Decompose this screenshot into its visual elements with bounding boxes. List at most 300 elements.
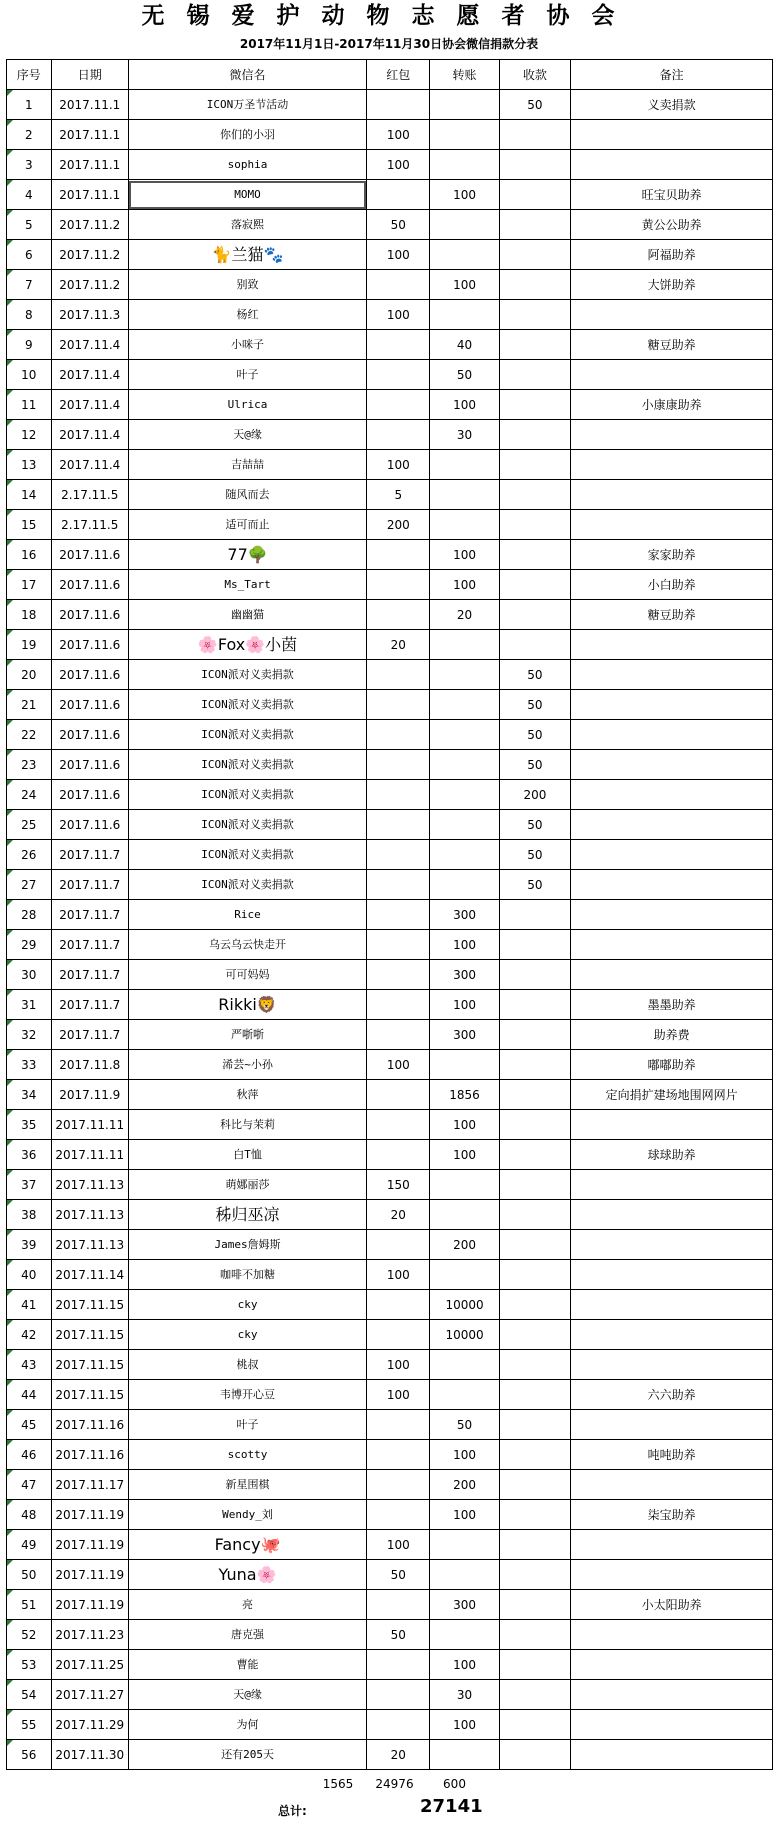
cell-transfer[interactable]: 100 bbox=[430, 990, 499, 1020]
cell-remark[interactable] bbox=[571, 720, 773, 750]
cell-date[interactable]: 2.17.11.5 bbox=[51, 480, 128, 510]
cell-received[interactable] bbox=[499, 1380, 571, 1410]
cell-date[interactable]: 2017.11.7 bbox=[51, 900, 128, 930]
cell-date[interactable]: 2017.11.7 bbox=[51, 870, 128, 900]
cell-red-packet[interactable] bbox=[367, 90, 430, 120]
col-header-received[interactable]: 收款 bbox=[499, 60, 571, 90]
cell-seq[interactable]: 36 bbox=[7, 1140, 52, 1170]
cell-transfer[interactable] bbox=[430, 450, 499, 480]
grand-total-value[interactable]: 27141 bbox=[420, 1796, 483, 1817]
cell-wechat-name[interactable]: 曹能 bbox=[128, 1650, 366, 1680]
cell-received[interactable] bbox=[499, 1590, 571, 1620]
cell-remark[interactable] bbox=[571, 1260, 773, 1290]
cell-received[interactable] bbox=[499, 1650, 571, 1680]
cell-wechat-name[interactable]: 唐克强 bbox=[128, 1620, 366, 1650]
cell-remark[interactable]: 吨吨助养 bbox=[571, 1440, 773, 1470]
cell-seq[interactable]: 39 bbox=[7, 1230, 52, 1260]
cell-transfer[interactable]: 1856 bbox=[430, 1080, 499, 1110]
cell-transfer[interactable] bbox=[430, 720, 499, 750]
cell-seq[interactable]: 34 bbox=[7, 1080, 52, 1110]
cell-date[interactable]: 2017.11.6 bbox=[51, 690, 128, 720]
cell-remark[interactable] bbox=[571, 1530, 773, 1560]
cell-received[interactable]: 50 bbox=[499, 840, 571, 870]
cell-transfer[interactable]: 10000 bbox=[430, 1290, 499, 1320]
cell-date[interactable]: 2017.11.3 bbox=[51, 300, 128, 330]
cell-wechat-name[interactable]: 幽幽猫 bbox=[128, 600, 366, 630]
cell-date[interactable]: 2017.11.1 bbox=[51, 90, 128, 120]
cell-date[interactable]: 2017.11.7 bbox=[51, 930, 128, 960]
cell-transfer[interactable]: 100 bbox=[430, 1440, 499, 1470]
cell-remark[interactable] bbox=[571, 300, 773, 330]
cell-transfer[interactable] bbox=[430, 1740, 499, 1770]
cell-date[interactable]: 2017.11.30 bbox=[51, 1740, 128, 1770]
cell-seq[interactable]: 53 bbox=[7, 1650, 52, 1680]
cell-received[interactable] bbox=[499, 1140, 571, 1170]
cell-red-packet[interactable]: 100 bbox=[367, 240, 430, 270]
cell-seq[interactable]: 27 bbox=[7, 870, 52, 900]
cell-received[interactable] bbox=[499, 930, 571, 960]
cell-date[interactable]: 2017.11.16 bbox=[51, 1440, 128, 1470]
cell-date[interactable]: 2017.11.7 bbox=[51, 990, 128, 1020]
cell-red-packet[interactable] bbox=[367, 720, 430, 750]
cell-remark[interactable] bbox=[571, 1290, 773, 1320]
cell-date[interactable]: 2017.11.11 bbox=[51, 1140, 128, 1170]
cell-remark[interactable]: 墨墨助养 bbox=[571, 990, 773, 1020]
col-header-date[interactable]: 日期 bbox=[51, 60, 128, 90]
cell-transfer[interactable] bbox=[430, 780, 499, 810]
cell-transfer[interactable] bbox=[430, 1620, 499, 1650]
cell-remark[interactable] bbox=[571, 750, 773, 780]
cell-transfer[interactable] bbox=[430, 240, 499, 270]
cell-red-packet[interactable] bbox=[367, 900, 430, 930]
cell-wechat-name[interactable]: 杨红 bbox=[128, 300, 366, 330]
cell-transfer[interactable] bbox=[430, 810, 499, 840]
cell-transfer[interactable]: 100 bbox=[430, 1110, 499, 1140]
cell-remark[interactable] bbox=[571, 450, 773, 480]
cell-wechat-name[interactable]: 你们的小羽 bbox=[128, 120, 366, 150]
cell-wechat-name[interactable]: ICON派对义卖捐款 bbox=[128, 840, 366, 870]
cell-date[interactable]: 2017.11.15 bbox=[51, 1290, 128, 1320]
cell-date[interactable]: 2017.11.6 bbox=[51, 630, 128, 660]
cell-remark[interactable] bbox=[571, 1410, 773, 1440]
cell-red-packet[interactable] bbox=[367, 1410, 430, 1440]
cell-transfer[interactable] bbox=[430, 1050, 499, 1080]
cell-received[interactable] bbox=[499, 1050, 571, 1080]
cell-transfer[interactable]: 100 bbox=[430, 180, 499, 210]
cell-date[interactable]: 2017.11.8 bbox=[51, 1050, 128, 1080]
cell-received[interactable] bbox=[499, 1410, 571, 1440]
cell-remark[interactable] bbox=[571, 660, 773, 690]
cell-wechat-name[interactable]: 秋萍 bbox=[128, 1080, 366, 1110]
cell-red-packet[interactable]: 100 bbox=[367, 1350, 430, 1380]
cell-red-packet[interactable] bbox=[367, 1440, 430, 1470]
cell-remark[interactable]: 糖豆助养 bbox=[571, 330, 773, 360]
cell-wechat-name[interactable]: 🐈兰猫🐾 bbox=[128, 240, 366, 270]
cell-date[interactable]: 2017.11.7 bbox=[51, 1020, 128, 1050]
cell-transfer[interactable]: 30 bbox=[430, 1680, 499, 1710]
cell-red-packet[interactable]: 100 bbox=[367, 1380, 430, 1410]
cell-seq[interactable]: 24 bbox=[7, 780, 52, 810]
cell-received[interactable] bbox=[499, 1020, 571, 1050]
cell-seq[interactable]: 10 bbox=[7, 360, 52, 390]
cell-remark[interactable]: 助养费 bbox=[571, 1020, 773, 1050]
cell-date[interactable]: 2017.11.2 bbox=[51, 240, 128, 270]
cell-received[interactable] bbox=[499, 1320, 571, 1350]
cell-red-packet[interactable] bbox=[367, 990, 430, 1020]
cell-seq[interactable]: 26 bbox=[7, 840, 52, 870]
cell-date[interactable]: 2017.11.19 bbox=[51, 1560, 128, 1590]
cell-remark[interactable] bbox=[571, 690, 773, 720]
cell-wechat-name[interactable]: 天@缘 bbox=[128, 420, 366, 450]
cell-wechat-name[interactable]: scotty bbox=[128, 1440, 366, 1470]
cell-received[interactable] bbox=[499, 1470, 571, 1500]
cell-transfer[interactable]: 300 bbox=[430, 960, 499, 990]
cell-received[interactable] bbox=[499, 900, 571, 930]
cell-received[interactable] bbox=[499, 360, 571, 390]
cell-wechat-name[interactable]: 🌸Fox🌸小茵 bbox=[128, 630, 366, 660]
cell-red-packet[interactable] bbox=[367, 1650, 430, 1680]
cell-date[interactable]: 2017.11.17 bbox=[51, 1470, 128, 1500]
cell-red-packet[interactable] bbox=[367, 270, 430, 300]
cell-red-packet[interactable]: 20 bbox=[367, 630, 430, 660]
cell-seq[interactable]: 4 bbox=[7, 180, 52, 210]
cell-red-packet[interactable]: 100 bbox=[367, 150, 430, 180]
cell-date[interactable]: 2017.11.4 bbox=[51, 360, 128, 390]
cell-date[interactable]: 2017.11.9 bbox=[51, 1080, 128, 1110]
cell-red-packet[interactable] bbox=[367, 540, 430, 570]
cell-seq[interactable]: 55 bbox=[7, 1710, 52, 1740]
cell-remark[interactable] bbox=[571, 150, 773, 180]
cell-red-packet[interactable] bbox=[367, 810, 430, 840]
cell-remark[interactable]: 大饼助养 bbox=[571, 270, 773, 300]
cell-seq[interactable]: 46 bbox=[7, 1440, 52, 1470]
cell-received[interactable] bbox=[499, 1200, 571, 1230]
cell-transfer[interactable]: 50 bbox=[430, 360, 499, 390]
cell-transfer[interactable]: 100 bbox=[430, 1710, 499, 1740]
cell-seq[interactable]: 31 bbox=[7, 990, 52, 1020]
cell-transfer[interactable] bbox=[430, 840, 499, 870]
cell-red-packet[interactable] bbox=[367, 330, 430, 360]
cell-date[interactable]: 2017.11.4 bbox=[51, 420, 128, 450]
cell-transfer[interactable]: 100 bbox=[430, 1140, 499, 1170]
cell-seq[interactable]: 33 bbox=[7, 1050, 52, 1080]
cell-red-packet[interactable]: 50 bbox=[367, 210, 430, 240]
cell-wechat-name[interactable]: 桃叔 bbox=[128, 1350, 366, 1380]
cell-red-packet[interactable] bbox=[367, 1710, 430, 1740]
cell-received[interactable] bbox=[499, 1230, 571, 1260]
cell-wechat-name[interactable]: 秭归巫凉 bbox=[128, 1200, 366, 1230]
cell-remark[interactable]: 小白助养 bbox=[571, 570, 773, 600]
cell-transfer[interactable]: 100 bbox=[430, 570, 499, 600]
cell-seq[interactable]: 5 bbox=[7, 210, 52, 240]
cell-red-packet[interactable]: 50 bbox=[367, 1560, 430, 1590]
cell-transfer[interactable] bbox=[430, 480, 499, 510]
cell-received[interactable] bbox=[499, 120, 571, 150]
cell-wechat-name[interactable]: 浠芸~小孙 bbox=[128, 1050, 366, 1080]
cell-wechat-name[interactable]: Fancy🐙 bbox=[128, 1530, 366, 1560]
cell-transfer[interactable]: 50 bbox=[430, 1410, 499, 1440]
cell-remark[interactable] bbox=[571, 1170, 773, 1200]
cell-wechat-name[interactable]: sophia bbox=[128, 150, 366, 180]
cell-wechat-name[interactable]: 天@缘 bbox=[128, 1680, 366, 1710]
cell-seq[interactable]: 43 bbox=[7, 1350, 52, 1380]
cell-date[interactable]: 2017.11.19 bbox=[51, 1500, 128, 1530]
cell-remark[interactable] bbox=[571, 480, 773, 510]
cell-seq[interactable]: 3 bbox=[7, 150, 52, 180]
cell-transfer[interactable]: 10000 bbox=[430, 1320, 499, 1350]
cell-remark[interactable]: 小康康助养 bbox=[571, 390, 773, 420]
cell-remark[interactable] bbox=[571, 780, 773, 810]
cell-remark[interactable]: 定向捐扩建场地围网网片 bbox=[571, 1080, 773, 1110]
cell-received[interactable] bbox=[499, 1170, 571, 1200]
cell-wechat-name[interactable]: ICON派对义卖捐款 bbox=[128, 720, 366, 750]
cell-wechat-name[interactable]: Rikki🦁 bbox=[128, 990, 366, 1020]
cell-red-packet[interactable] bbox=[367, 390, 430, 420]
cell-transfer[interactable] bbox=[430, 90, 499, 120]
cell-seq[interactable]: 25 bbox=[7, 810, 52, 840]
cell-date[interactable]: 2017.11.6 bbox=[51, 780, 128, 810]
cell-seq[interactable]: 37 bbox=[7, 1170, 52, 1200]
cell-wechat-name[interactable]: 韦博开心豆 bbox=[128, 1380, 366, 1410]
cell-transfer[interactable] bbox=[430, 870, 499, 900]
cell-seq[interactable]: 1 bbox=[7, 90, 52, 120]
cell-red-packet[interactable]: 20 bbox=[367, 1740, 430, 1770]
cell-date[interactable]: 2017.11.6 bbox=[51, 570, 128, 600]
cell-transfer[interactable] bbox=[430, 750, 499, 780]
cell-seq[interactable]: 18 bbox=[7, 600, 52, 630]
cell-date[interactable]: 2017.11.6 bbox=[51, 750, 128, 780]
cell-red-packet[interactable] bbox=[367, 1590, 430, 1620]
cell-wechat-name[interactable]: 小咪子 bbox=[128, 330, 366, 360]
col-header-wechat-name[interactable]: 微信名 bbox=[128, 60, 366, 90]
cell-date[interactable]: 2017.11.6 bbox=[51, 600, 128, 630]
cell-received[interactable] bbox=[499, 420, 571, 450]
cell-remark[interactable] bbox=[571, 1740, 773, 1770]
cell-received[interactable] bbox=[499, 210, 571, 240]
cell-date[interactable]: 2017.11.25 bbox=[51, 1650, 128, 1680]
cell-date[interactable]: 2017.11.7 bbox=[51, 960, 128, 990]
cell-remark[interactable] bbox=[571, 900, 773, 930]
cell-red-packet[interactable] bbox=[367, 780, 430, 810]
cell-transfer[interactable]: 100 bbox=[430, 1650, 499, 1680]
cell-seq[interactable]: 41 bbox=[7, 1290, 52, 1320]
cell-red-packet[interactable]: 150 bbox=[367, 1170, 430, 1200]
cell-red-packet[interactable] bbox=[367, 840, 430, 870]
cell-seq[interactable]: 48 bbox=[7, 1500, 52, 1530]
cell-received[interactable] bbox=[499, 570, 571, 600]
cell-seq[interactable]: 17 bbox=[7, 570, 52, 600]
col-header-remark[interactable]: 备注 bbox=[571, 60, 773, 90]
cell-transfer[interactable] bbox=[430, 1260, 499, 1290]
cell-seq[interactable]: 54 bbox=[7, 1680, 52, 1710]
cell-date[interactable]: 2.17.11.5 bbox=[51, 510, 128, 540]
cell-transfer[interactable] bbox=[430, 510, 499, 540]
cell-remark[interactable]: 旺宝贝助养 bbox=[571, 180, 773, 210]
cell-received[interactable] bbox=[499, 540, 571, 570]
cell-seq[interactable]: 22 bbox=[7, 720, 52, 750]
cell-received[interactable]: 50 bbox=[499, 810, 571, 840]
cell-transfer[interactable] bbox=[430, 1380, 499, 1410]
cell-seq[interactable]: 51 bbox=[7, 1590, 52, 1620]
cell-transfer[interactable] bbox=[430, 1170, 499, 1200]
cell-received[interactable] bbox=[499, 180, 571, 210]
cell-seq[interactable]: 19 bbox=[7, 630, 52, 660]
cell-remark[interactable]: 家家助养 bbox=[571, 540, 773, 570]
cell-transfer[interactable] bbox=[430, 1200, 499, 1230]
cell-date[interactable]: 2017.11.13 bbox=[51, 1200, 128, 1230]
cell-seq[interactable]: 42 bbox=[7, 1320, 52, 1350]
cell-remark[interactable]: 球球助养 bbox=[571, 1140, 773, 1170]
cell-date[interactable]: 2017.11.29 bbox=[51, 1710, 128, 1740]
cell-red-packet[interactable]: 100 bbox=[367, 450, 430, 480]
cell-date[interactable]: 2017.11.15 bbox=[51, 1380, 128, 1410]
cell-wechat-name[interactable]: 可可妈妈 bbox=[128, 960, 366, 990]
cell-remark[interactable] bbox=[571, 360, 773, 390]
cell-red-packet[interactable]: 5 bbox=[367, 480, 430, 510]
cell-remark[interactable] bbox=[571, 1470, 773, 1500]
cell-wechat-name[interactable]: MOMO bbox=[128, 180, 366, 210]
cell-seq[interactable]: 2 bbox=[7, 120, 52, 150]
cell-received[interactable] bbox=[499, 330, 571, 360]
total-transfer[interactable]: 24976 bbox=[375, 1777, 414, 1791]
cell-received[interactable]: 50 bbox=[499, 90, 571, 120]
cell-transfer[interactable] bbox=[430, 120, 499, 150]
cell-transfer[interactable]: 200 bbox=[430, 1470, 499, 1500]
cell-received[interactable] bbox=[499, 1290, 571, 1320]
cell-wechat-name[interactable]: ICON派对义卖捐款 bbox=[128, 660, 366, 690]
cell-received[interactable] bbox=[499, 1530, 571, 1560]
cell-red-packet[interactable] bbox=[367, 1230, 430, 1260]
cell-date[interactable]: 2017.11.6 bbox=[51, 720, 128, 750]
cell-date[interactable]: 2017.11.1 bbox=[51, 180, 128, 210]
cell-remark[interactable]: 糖豆助养 bbox=[571, 600, 773, 630]
cell-wechat-name[interactable]: Wendy_刘 bbox=[128, 1500, 366, 1530]
cell-red-packet[interactable] bbox=[367, 1470, 430, 1500]
cell-received[interactable] bbox=[499, 1620, 571, 1650]
cell-seq[interactable]: 47 bbox=[7, 1470, 52, 1500]
cell-date[interactable]: 2017.11.4 bbox=[51, 450, 128, 480]
cell-remark[interactable] bbox=[571, 120, 773, 150]
col-header-transfer[interactable]: 转账 bbox=[430, 60, 499, 90]
cell-transfer[interactable]: 300 bbox=[430, 1020, 499, 1050]
cell-date[interactable]: 2017.11.4 bbox=[51, 390, 128, 420]
cell-wechat-name[interactable]: ICON派对义卖捐款 bbox=[128, 690, 366, 720]
cell-remark[interactable] bbox=[571, 1560, 773, 1590]
cell-transfer[interactable]: 300 bbox=[430, 900, 499, 930]
cell-remark[interactable] bbox=[571, 1200, 773, 1230]
cell-received[interactable] bbox=[499, 1500, 571, 1530]
cell-received[interactable]: 50 bbox=[499, 660, 571, 690]
cell-remark[interactable]: 六六助养 bbox=[571, 1380, 773, 1410]
cell-remark[interactable] bbox=[571, 870, 773, 900]
cell-date[interactable]: 2017.11.19 bbox=[51, 1590, 128, 1620]
cell-red-packet[interactable] bbox=[367, 600, 430, 630]
cell-received[interactable] bbox=[499, 450, 571, 480]
cell-received[interactable]: 50 bbox=[499, 720, 571, 750]
cell-seq[interactable]: 49 bbox=[7, 1530, 52, 1560]
cell-received[interactable] bbox=[499, 990, 571, 1020]
cell-received[interactable]: 50 bbox=[499, 870, 571, 900]
cell-received[interactable] bbox=[499, 1440, 571, 1470]
cell-date[interactable]: 2017.11.2 bbox=[51, 270, 128, 300]
cell-wechat-name[interactable]: 别致 bbox=[128, 270, 366, 300]
cell-seq[interactable]: 12 bbox=[7, 420, 52, 450]
cell-wechat-name[interactable]: 吉喆喆 bbox=[128, 450, 366, 480]
cell-transfer[interactable]: 300 bbox=[430, 1590, 499, 1620]
cell-red-packet[interactable]: 200 bbox=[367, 510, 430, 540]
cell-red-packet[interactable] bbox=[367, 570, 430, 600]
cell-seq[interactable]: 44 bbox=[7, 1380, 52, 1410]
cell-received[interactable]: 50 bbox=[499, 750, 571, 780]
cell-seq[interactable]: 14 bbox=[7, 480, 52, 510]
cell-red-packet[interactable] bbox=[367, 690, 430, 720]
cell-date[interactable]: 2017.11.2 bbox=[51, 210, 128, 240]
cell-wechat-name[interactable]: ICON万圣节活动 bbox=[128, 90, 366, 120]
cell-red-packet[interactable] bbox=[367, 1320, 430, 1350]
cell-red-packet[interactable]: 100 bbox=[367, 1260, 430, 1290]
cell-received[interactable] bbox=[499, 150, 571, 180]
cell-red-packet[interactable]: 100 bbox=[367, 1050, 430, 1080]
cell-remark[interactable]: 义卖捐款 bbox=[571, 90, 773, 120]
cell-remark[interactable] bbox=[571, 960, 773, 990]
cell-wechat-name[interactable]: ICON派对义卖捐款 bbox=[128, 810, 366, 840]
cell-red-packet[interactable] bbox=[367, 180, 430, 210]
cell-wechat-name[interactable]: Rice bbox=[128, 900, 366, 930]
cell-seq[interactable]: 13 bbox=[7, 450, 52, 480]
cell-remark[interactable] bbox=[571, 630, 773, 660]
cell-seq[interactable]: 32 bbox=[7, 1020, 52, 1050]
col-header-seq[interactable]: 序号 bbox=[7, 60, 52, 90]
cell-remark[interactable] bbox=[571, 1320, 773, 1350]
cell-red-packet[interactable] bbox=[367, 420, 430, 450]
cell-remark[interactable] bbox=[571, 1110, 773, 1140]
cell-wechat-name[interactable]: Yuna🌸 bbox=[128, 1560, 366, 1590]
cell-red-packet[interactable]: 100 bbox=[367, 120, 430, 150]
cell-red-packet[interactable]: 50 bbox=[367, 1620, 430, 1650]
cell-remark[interactable] bbox=[571, 510, 773, 540]
cell-red-packet[interactable] bbox=[367, 930, 430, 960]
cell-red-packet[interactable] bbox=[367, 360, 430, 390]
cell-received[interactable] bbox=[499, 510, 571, 540]
cell-seq[interactable]: 21 bbox=[7, 690, 52, 720]
cell-wechat-name[interactable]: 随风而去 bbox=[128, 480, 366, 510]
cell-seq[interactable]: 28 bbox=[7, 900, 52, 930]
cell-wechat-name[interactable]: 叶子 bbox=[128, 1410, 366, 1440]
cell-date[interactable]: 2017.11.15 bbox=[51, 1350, 128, 1380]
cell-remark[interactable] bbox=[571, 1680, 773, 1710]
cell-transfer[interactable] bbox=[430, 1350, 499, 1380]
cell-red-packet[interactable] bbox=[367, 1080, 430, 1110]
cell-wechat-name[interactable]: cky bbox=[128, 1290, 366, 1320]
cell-remark[interactable] bbox=[571, 930, 773, 960]
cell-date[interactable]: 2017.11.13 bbox=[51, 1170, 128, 1200]
cell-received[interactable] bbox=[499, 1110, 571, 1140]
cell-red-packet[interactable] bbox=[367, 1110, 430, 1140]
cell-remark[interactable] bbox=[571, 1350, 773, 1380]
cell-wechat-name[interactable]: 叶子 bbox=[128, 360, 366, 390]
cell-received[interactable] bbox=[499, 1710, 571, 1740]
cell-date[interactable]: 2017.11.16 bbox=[51, 1410, 128, 1440]
cell-seq[interactable]: 23 bbox=[7, 750, 52, 780]
cell-wechat-name[interactable]: 为何 bbox=[128, 1710, 366, 1740]
cell-received[interactable] bbox=[499, 390, 571, 420]
cell-transfer[interactable] bbox=[430, 1530, 499, 1560]
total-received[interactable]: 600 bbox=[443, 1777, 466, 1791]
cell-remark[interactable] bbox=[571, 1710, 773, 1740]
cell-wechat-name[interactable]: 科比与茉莉 bbox=[128, 1110, 366, 1140]
cell-remark[interactable]: 阿福助养 bbox=[571, 240, 773, 270]
cell-date[interactable]: 2017.11.27 bbox=[51, 1680, 128, 1710]
